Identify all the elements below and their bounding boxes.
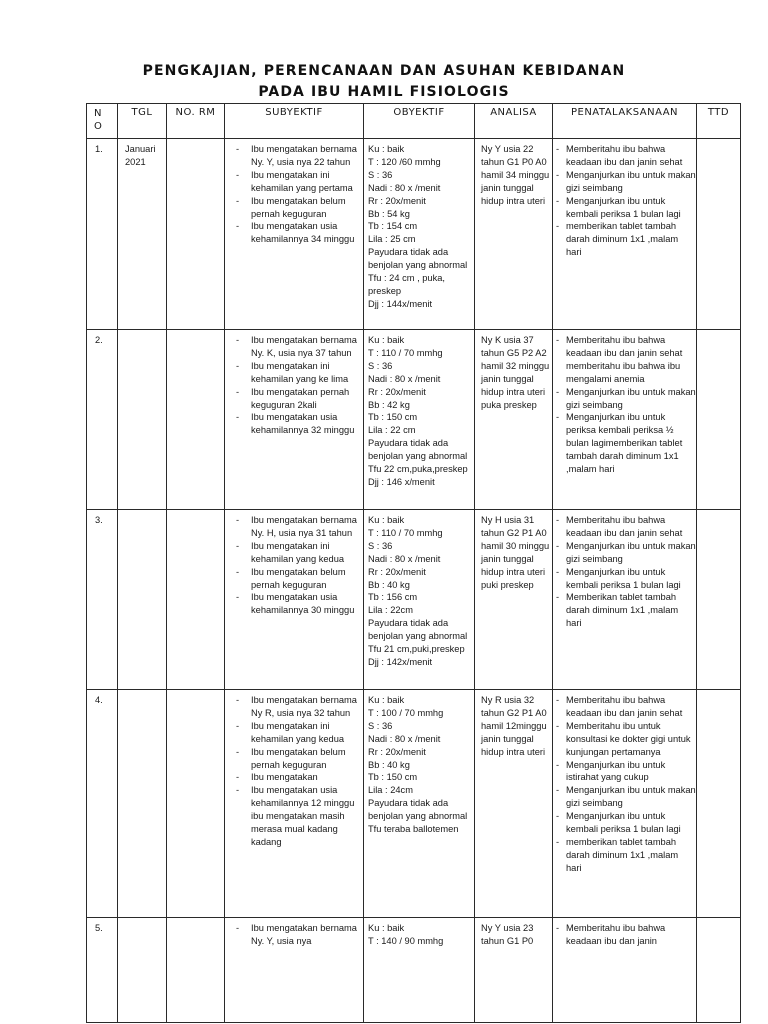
cell-tgl (118, 139, 167, 330)
table-row (87, 510, 741, 690)
list-item: - Ibu mengatakan usia kehamilannya 30 minggu (236, 591, 363, 617)
list-item: - Memberikan tablet tambah darah diminum 1x1 ,malam hari (556, 591, 696, 630)
obyektif-line: Tfu : 24 cm , puka, preskep (368, 273, 445, 296)
cell-ttd (697, 918, 741, 1023)
cell-subyektif (225, 330, 364, 510)
cell-tgl (118, 918, 167, 1023)
list-item: - Ibu mengatakan pernah keguguran 2kali (236, 386, 363, 412)
obyektif-line: Bb : 40 kg (368, 579, 410, 590)
obyektif-line: Ku : baik (368, 695, 405, 705)
header-no-rm: NO. RM (167, 104, 225, 139)
obyektif-line: Payudara tidak ada benjolan yang abnormal (368, 798, 468, 822)
obyektif-line: T : 110 / 70 mmhg (368, 347, 443, 358)
header-subyektif: SUBYEKTIF (225, 104, 364, 139)
header-tgl: TGL (118, 104, 167, 139)
cell-analisa: Ny K usia 37 tahun G5 P2 A2 hamil 32 minggu janin tunggal hidup intra uteri puka preskep (475, 330, 553, 510)
cell-tgl (118, 330, 167, 510)
cell-analisa: Ny Y usia 22 tahun G1 P0 A0 hamil 34 minggu janin tunggal hidup intra uteri (475, 139, 553, 330)
list-item: - Ibu mengatakan (236, 771, 363, 784)
penatalaksanaan-list (553, 922, 696, 948)
obyektif-line: Bb : 54 kg (368, 208, 410, 219)
obyektif-line: Lila : 22cm (368, 605, 413, 616)
cell-no-rm (167, 918, 225, 1023)
list-item: - Menganjurkan ibu untuk periksa kembali periksa ½ bulan lagimemberikan tablet tambah darah diminum 1x1 ,malam hari (556, 411, 696, 476)
cell-ttd (697, 690, 741, 918)
list-item: - Ibu mengatakan ini kehamilan yang kedua (236, 540, 363, 566)
list-item: - Ibu mengatakan bernama Ny. Y, usia nya 22 tahun (236, 143, 363, 169)
cell-tgl (118, 690, 167, 918)
cell-subyektif (225, 918, 364, 1023)
obyektif-line: Nadi : 80 x /menit (368, 373, 441, 384)
subyektif-list (225, 922, 363, 948)
obyektif-line: S : 36 (368, 720, 393, 731)
list-item: - Menganjurkan ibu untuk istirahat yang cukup (556, 759, 696, 785)
subyektif-list (225, 143, 363, 246)
obyektif-line: Tb : 154 cm (368, 221, 418, 232)
header-ttd: TTD (697, 104, 741, 139)
obyektif-line: S : 36 (368, 360, 393, 371)
cell-no-rm (167, 690, 225, 918)
obyektif-line: Djj : 142x/menit (368, 656, 433, 667)
cell-penatalaksanaan (553, 330, 697, 510)
list-item: - Memberitahu ibu bahwa keadaan ibu dan janin sehat memberitahu ibu bahwa ibu mengalami anemia (556, 334, 696, 386)
subyektif-list (225, 514, 363, 617)
list-item: - memberikan tablet tambah darah diminum 1x1 ,malam hari (556, 836, 696, 875)
table-row (87, 690, 741, 918)
penatalaksanaan-list (553, 694, 696, 875)
obyektif-line: Rr : 20x/menit (368, 746, 426, 757)
obyektif-line: T : 120 /60 mmhg (368, 156, 441, 167)
list-item: - Memberitahu ibu untuk konsultasi ke dokter gigi untuk kunjungan pertamanya (556, 720, 696, 759)
penatalaksanaan-list (553, 143, 696, 259)
header-obyektif: OBYEKTIF (364, 104, 475, 139)
header-penatalaksanaan: PENATALAKSANAAN (553, 104, 697, 139)
cell-subyektif (225, 690, 364, 918)
document-title: PENGKAJIAN, PERENCANAAN DAN ASUHAN KEBIDANAN (142, 63, 626, 79)
list-item: - Menganjurkan ibu untuk kembali periksa 1 bulan lagi (556, 195, 696, 221)
list-item: - memberikan tablet tambah darah diminum 1x1 ,malam hari (556, 220, 696, 259)
header-analisa: ANALISA (475, 104, 553, 139)
cell-no: 5. (87, 918, 118, 1023)
list-item: - Ibu mengatakan bernama Ny. K, usia nya 37 tahun (236, 334, 363, 360)
table-row (87, 139, 741, 330)
cell-ttd (697, 139, 741, 330)
list-item: - Ibu mengatakan belum pernah keguguran (236, 195, 363, 221)
obyektif-line: Tfu 21 cm,puki,preskep (368, 644, 465, 655)
obyektif-line: Payudara tidak ada benjolan yang abnormal Tfu 22 cm,puka,preskep (368, 438, 468, 475)
asuhan-table (86, 103, 741, 1023)
list-item: - Menganjurkan ibu untuk makan gizi seimbang (556, 386, 696, 412)
tgl-line: Januari (125, 144, 156, 154)
cell-obyektif (364, 690, 475, 918)
cell-no-rm (167, 510, 225, 690)
list-item: - Menganjurkan ibu untuk makan gizi seimbang (556, 784, 696, 810)
table-header-row (87, 104, 741, 139)
cell-obyektif (364, 330, 475, 510)
table-row (87, 330, 741, 510)
penatalaksanaan-list (553, 334, 696, 476)
cell-no: 3. (87, 510, 118, 690)
list-item: - Memberitahu ibu bahwa keadaan ibu dan janin sehat (556, 143, 696, 169)
cell-analisa: Ny Y usia 23 tahun G1 P0 (475, 918, 553, 1023)
obyektif-line: Tb : 150 cm (368, 412, 418, 423)
header-no: N O (87, 104, 118, 139)
obyektif-line: Rr : 20x/menit (368, 566, 426, 577)
obyektif-line: Lila : 25 cm (368, 234, 416, 245)
obyektif-line: Tb : 150 cm (368, 772, 418, 783)
cell-no-rm (167, 330, 225, 510)
obyektif-line: Djj : 146 x/menit (368, 476, 435, 487)
cell-ttd (697, 330, 741, 510)
cell-no: 4. (87, 690, 118, 918)
list-item: - Ibu mengatakan bernama Ny R, usia nya 32 tahun (236, 694, 363, 720)
obyektif-line: Payudara tidak ada benjolan yang abnormal (368, 247, 468, 271)
cell-penatalaksanaan (553, 690, 697, 918)
obyektif-line: S : 36 (368, 169, 393, 180)
cell-penatalaksanaan (553, 918, 697, 1023)
list-item: - Menganjurkan ibu untuk makan gizi seimbang (556, 169, 696, 195)
list-item: - Memberitahu ibu bahwa keadaan ibu dan janin sehat (556, 514, 696, 540)
obyektif-line: T : 140 / 90 mmhg (368, 935, 444, 946)
list-item: - Ibu mengatakan usia kehamilannya 34 minggu (236, 220, 363, 246)
list-item: - Menganjurkan ibu untuk makan gizi seimbang (556, 540, 696, 566)
table-row (87, 918, 741, 1023)
list-item: - Memberitahu ibu bahwa keadaan ibu dan janin (556, 922, 696, 948)
obyektif-line: Tb : 156 cm (368, 592, 418, 603)
cell-penatalaksanaan (553, 510, 697, 690)
tgl-line: 2021 (125, 156, 146, 167)
obyektif-line: Ku : baik (368, 515, 405, 525)
cell-ttd (697, 510, 741, 690)
list-item: - Ibu mengatakan ini kehamilan yang ke lima (236, 360, 363, 386)
list-item: - Ibu mengatakan ini kehamilan yang kedua (236, 720, 363, 746)
cell-analisa: Ny R usia 32 tahun G2 P1 A0 hamil 12minggu janin tunggal hidup intra uteri (475, 690, 553, 918)
cell-obyektif (364, 918, 475, 1023)
subyektif-list (225, 694, 363, 849)
list-item: - Menganjurkan ibu untuk kembali periksa 1 bulan lagi (556, 566, 696, 592)
subyektif-list (225, 334, 363, 437)
obyektif-line: Nadi : 80 x /menit (368, 733, 441, 744)
cell-obyektif (364, 139, 475, 330)
obyektif-line: Lila : 22 cm (368, 425, 416, 436)
cell-penatalaksanaan (553, 139, 697, 330)
cell-subyektif (225, 139, 364, 330)
obyektif-line: Nadi : 80 x /menit (368, 553, 441, 564)
obyektif-line: Ku : baik (368, 144, 405, 154)
list-item: - Memberitahu ibu bahwa keadaan ibu dan janin sehat (556, 694, 696, 720)
cell-analisa: Ny H usia 31 tahun G2 P1 A0 hamil 30 minggu janin tunggal hidup intra uteri puki preskep (475, 510, 553, 690)
list-item: - Ibu mengatakan bernama Ny. H, usia nya 31 tahun (236, 514, 363, 540)
obyektif-line: Payudara tidak ada benjolan yang abnormal (368, 618, 468, 642)
penatalaksanaan-list (553, 514, 696, 630)
obyektif-line: Lila : 24cm (368, 785, 413, 796)
cell-tgl (118, 510, 167, 690)
obyektif-line: Ku : baik (368, 923, 405, 933)
obyektif-line: Rr : 20x/menit (368, 195, 426, 206)
obyektif-line: S : 36 (368, 540, 393, 551)
list-item: - Menganjurkan ibu untuk kembali periksa 1 bulan lagi (556, 810, 696, 836)
cell-no: 1. (87, 139, 118, 330)
obyektif-line: Nadi : 80 x /menit (368, 182, 441, 193)
obyektif-line: T : 110 / 70 mmhg (368, 527, 443, 538)
obyektif-line: Bb : 42 kg (368, 399, 410, 410)
list-item: - Ibu mengatakan ini kehamilan yang pertama (236, 169, 363, 195)
cell-no: 2. (87, 330, 118, 510)
cell-no-rm (167, 139, 225, 330)
obyektif-line: Rr : 20x/menit (368, 386, 426, 397)
obyektif-line: Ku : baik (368, 335, 405, 345)
obyektif-line: Tfu teraba ballotemen (368, 824, 459, 835)
cell-subyektif (225, 510, 364, 690)
cell-obyektif (364, 510, 475, 690)
obyektif-line: Djj : 144x/menit (368, 298, 433, 309)
list-item: - Ibu mengatakan usia kehamilannya 32 minggu (236, 411, 363, 437)
list-item: - Ibu mengatakan belum pernah keguguran (236, 566, 363, 592)
list-item: - Ibu mengatakan usia kehamilannya 12 minggu ibu mengatakan masih merasa mual kadang kadang (236, 784, 363, 849)
obyektif-line: T : 100 / 70 mmhg (368, 707, 444, 718)
document-subtitle: PADA IBU HAMIL FISIOLOGIS (258, 84, 510, 100)
list-item: - Ibu mengatakan bernama Ny. Y, usia nya (236, 922, 363, 948)
obyektif-line: Bb : 40 kg (368, 759, 410, 770)
list-item: - Ibu mengatakan belum pernah keguguran (236, 746, 363, 772)
